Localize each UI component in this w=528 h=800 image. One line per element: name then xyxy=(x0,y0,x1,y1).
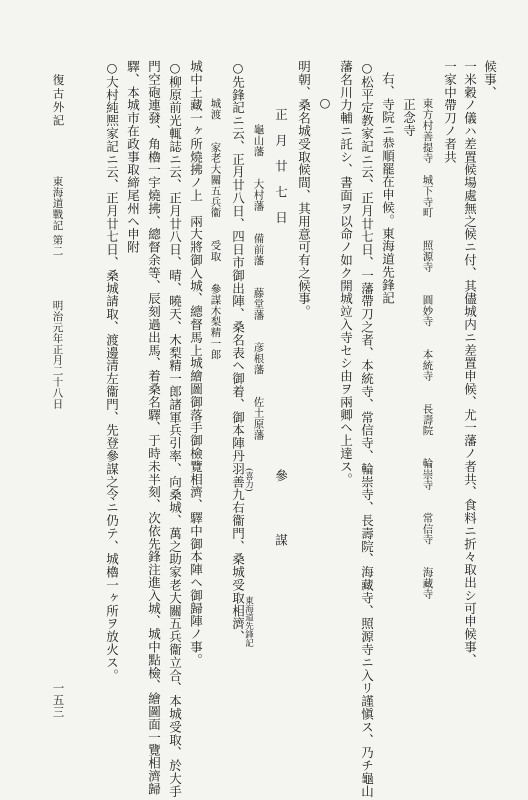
text-column-17: 門空砲連發、角櫓一宇燒拂、總督余等、辰刻過出馬、着桑名驛、于時未半刻、次依先鋒注進入城、城中點檢、繪圖面一覽相濟歸 xyxy=(146,60,162,796)
section-title: 東海道戰記 第二 xyxy=(51,176,64,257)
text-column-7: ○松平定教家記ニ云、正月廿七日、一藩帶刀之者、本統寺、常信寺、輪崇寺、長壽院、海藏寺、照源寺ニ入リ謹愼ス、乃チ龜山 xyxy=(359,60,375,798)
text-column-11-date: 正 月 廿 七 日 參 謀 xyxy=(273,108,289,547)
kanji-gloss-annotation: (喜力) xyxy=(243,468,254,492)
text-column-12-domains: 龜山藩 大村藩 備前藩 藤堂藩 彦根藩 佐土原藩 xyxy=(252,124,265,441)
source-note-annotation: 東海道先鋒記 xyxy=(243,596,254,647)
text-column-18: 驛、本城市在政事取締尾州ヘ申附 xyxy=(125,60,141,254)
book-title: 復古外記 xyxy=(51,74,66,128)
text-column-15: 城中土藏一ヶ所燒拂ノ上 兩大將御入城、總督馬上城繪圖御落手御檢覽相濟、驛中御本陣ヘ御歸陣ノ事。 xyxy=(188,60,204,667)
text-column-16: ○柳原前光輒誌ニ云、正月廿八日、晴、曉天、木梨精一郎諸軍兵引率、向桑城、萬之助家老大關五兵衞立合、本城受取、於大手 xyxy=(167,60,183,798)
text-column-5: 正念寺 xyxy=(401,98,417,137)
text-column-2: 一米穀ノ儀ハ差置候場處無之候ニ付、其儘城内ニ差置申候、尤一藩ノ者共、食料ニ折々取出シ可申候事、 xyxy=(462,60,478,667)
text-column-3: 一家中帶刀ノ者共 xyxy=(442,60,458,164)
text-column-10: 明朝、桑名城受取候間、其用意可有之候事。 xyxy=(296,60,312,318)
page-number: 一五三 xyxy=(51,682,66,718)
text-column-4-temples: 東方村善提寺 城下寺町 照源寺 圓妙寺 本統寺 長壽院 輪崇寺 常信寺 海藏寺 xyxy=(421,98,434,600)
text-column-1: 候事、 xyxy=(482,60,498,99)
text-column-19: ○大村純熈家記ニ云、正月廿七日、桑城請取、渡邊清左衞門、先登參謀之令ニ仍テ、城櫓一ヶ所ヲ放火ス。 xyxy=(104,60,120,682)
text-column-9-marker: ○ xyxy=(317,95,333,111)
text-column-14: 城渡 家老大關五兵衞 受取 參謀木梨精一郎 xyxy=(209,98,222,360)
text-column-13: ○先鋒記ニ云、正月廿八日、四日市御出陣、桑名表ヘ御着、御本陣丹羽善九右衞門、桑城受取相濟、 xyxy=(230,60,246,643)
page-date: 明治元年正月二十八日 xyxy=(51,300,64,409)
text-column-6: 右、寺院ニ恭順罷在申候。東海道先鋒記 xyxy=(380,72,396,305)
text-column-8: 藩名川力輔ニ託シ、書面ヲ以命ノ如ク開城竝入寺セシ由ヲ兩卿ヘ上達ス。 xyxy=(338,60,354,486)
